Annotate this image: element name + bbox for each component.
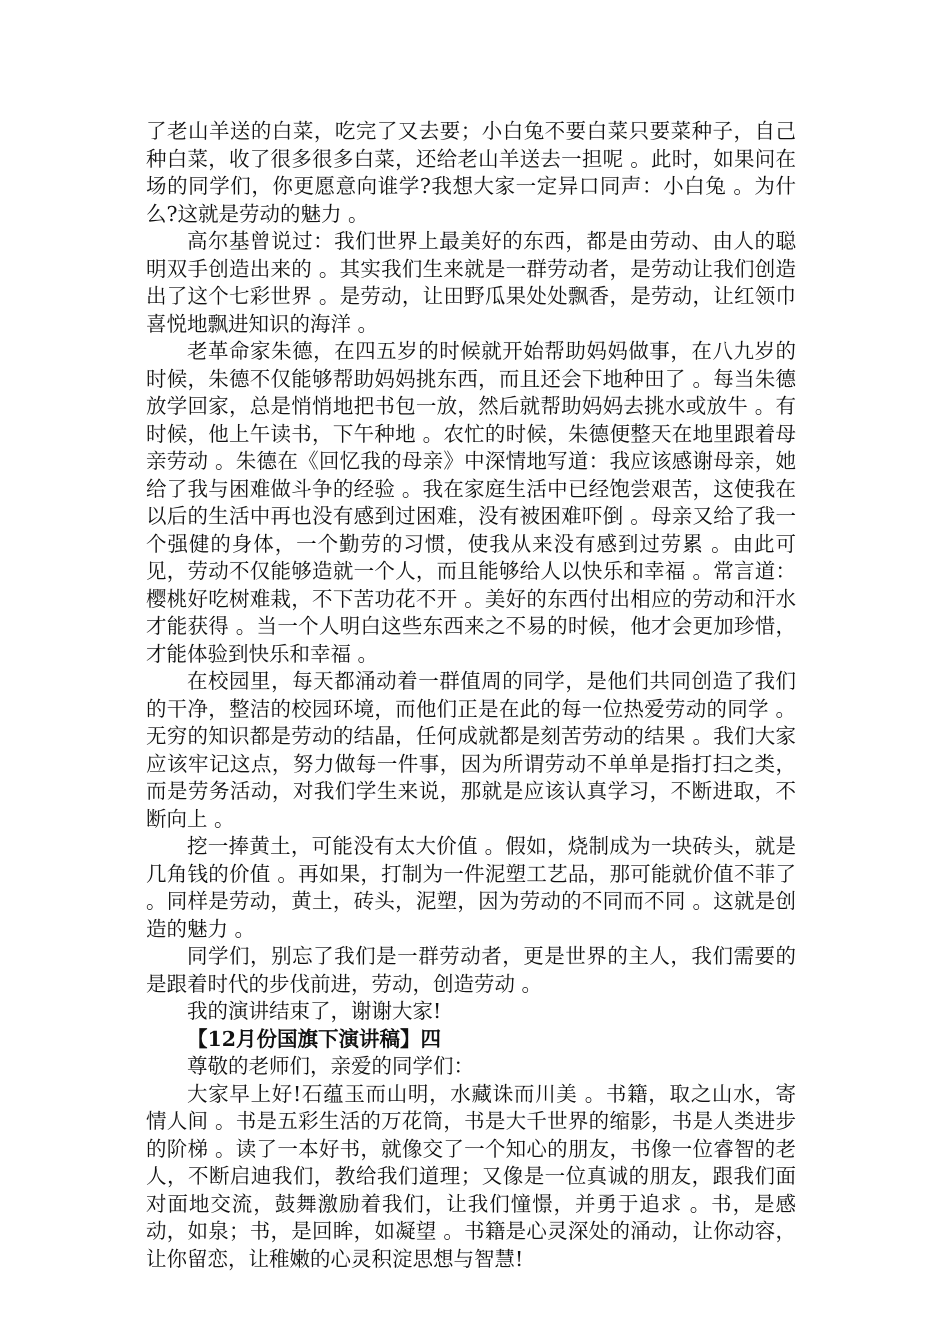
section-heading: 【12月份国旗下演讲稿】四 (187, 1026, 442, 1051)
paragraph-6: 同学们，别忘了我们是一群劳动者，更是世界的主人，我们需要的是跟着时代的步伐前进，劳动，创造劳动 。 (146, 944, 796, 996)
paragraph-2: 高尔基曾说过：我们世界上最美好的东西，都是由劳动、由人的聪明双手创造出来的 。其实我们生来就是一群劳动者，是劳动让我们创造出了这个七彩世界 。是劳动，让田野瓜果处处飘香，是劳动，让红领巾喜悦地飘进知识的海洋 。 (146, 229, 796, 336)
paragraph-5: 挖一捧黄土，可能没有太大价值 。假如，烧制成为一块砖头，就是几角钱的价值 。再如果，打制为一件泥塑工艺品，那可能就价值不菲了 。同样是劳动，黄土，砖头，泥塑，因为劳动的不同而不同 。这就是创造的魅力 。 (146, 834, 796, 941)
paragraph-greeting: 尊敬的老师们，亲爱的同学们： (187, 1054, 474, 1078)
paragraph-7: 我的演讲结束了，谢谢大家! (187, 999, 442, 1023)
paragraph-8: 大家早上好!石蕴玉而山明，水藏诛而川美 。书籍，取之山水，寄情人间 。书是五彩生活的万花筒，书是大千世界的缩影，书是人类进步的阶梯 。读了一本好书，就像交了一个知心的朋友，书像一位睿智的老人，不断启迪我们，教给我们道理；又像是一位真诚的朋友，跟我们面对面地交流，鼓舞激励着我们，让我们憧憬，并勇于追求 。书，是感动，如泉；书，是回眸，如凝望 。书籍是心灵深处的涌动，让你动容，让你留恋，让稚嫩的心灵积淀思想与智慧! (146, 1081, 796, 1271)
paragraph-3: 老革命家朱德，在四五岁的时候就开始帮助妈妈做事，在八九岁的时候，朱德不仅能够帮助妈妈挑东西，而且还会下地种田了 。每当朱德放学回家，总是悄悄地把书包一放，然后就帮助妈妈去挑水或放牛 。有时候，他上午读书，下午种地 。农忙的时候，朱德便整天在地里跟着母亲劳动 。朱德在《回忆我的母亲》中深情地写道：我应该感谢母亲，她给了我与困难做斗争的经验 。我在家庭生活中已经饱尝艰苦，这使我在以后的生活中再也没有感到过困难，没有被困难吓倒 。母亲又给了我一个强健的身体，一个勤劳的习惯，使我从来没有感到过劳累 。由此可见，劳动不仅能够造就一个人，而且能够给人以快乐和幸福 。常言道：樱桃好吃树难栽，不下苦功花不开 。美好的东西付出相应的劳动和汗水才能获得 。当一个人明白这些东西来之不易的时候，他才会更加珍惜，才能体验到快乐和幸福 。 (146, 339, 796, 666)
paragraph-1: 了老山羊送的白菜，吃完了又去要；小白兔不要白菜只要菜种子，自己种白菜，收了很多很多白菜，还给老山羊送去一担呢 。此时，如果问在场的同学们，你更愿意向谁学?我想大家一定异口同声：小白兔 。为什么?这就是劳动的魅力 。 (146, 119, 796, 226)
document-page (146, 118, 796, 1273)
paragraph-4: 在校园里，每天都涌动着一群值周的同学，是他们共同创造了我们的干净，整洁的校园环境，而他们正是在此的每一位热爱劳动的同学 。无穷的知识都是劳动的结晶，任何成就都是刻苦劳动的结果 。我们大家应该牢记这点，努力做每一件事，因为所谓劳动不单单是指打扫之类，而是劳务活动，对我们学生来说，那就是应该认真学习，不断进取，不断向上 。 (146, 669, 796, 831)
